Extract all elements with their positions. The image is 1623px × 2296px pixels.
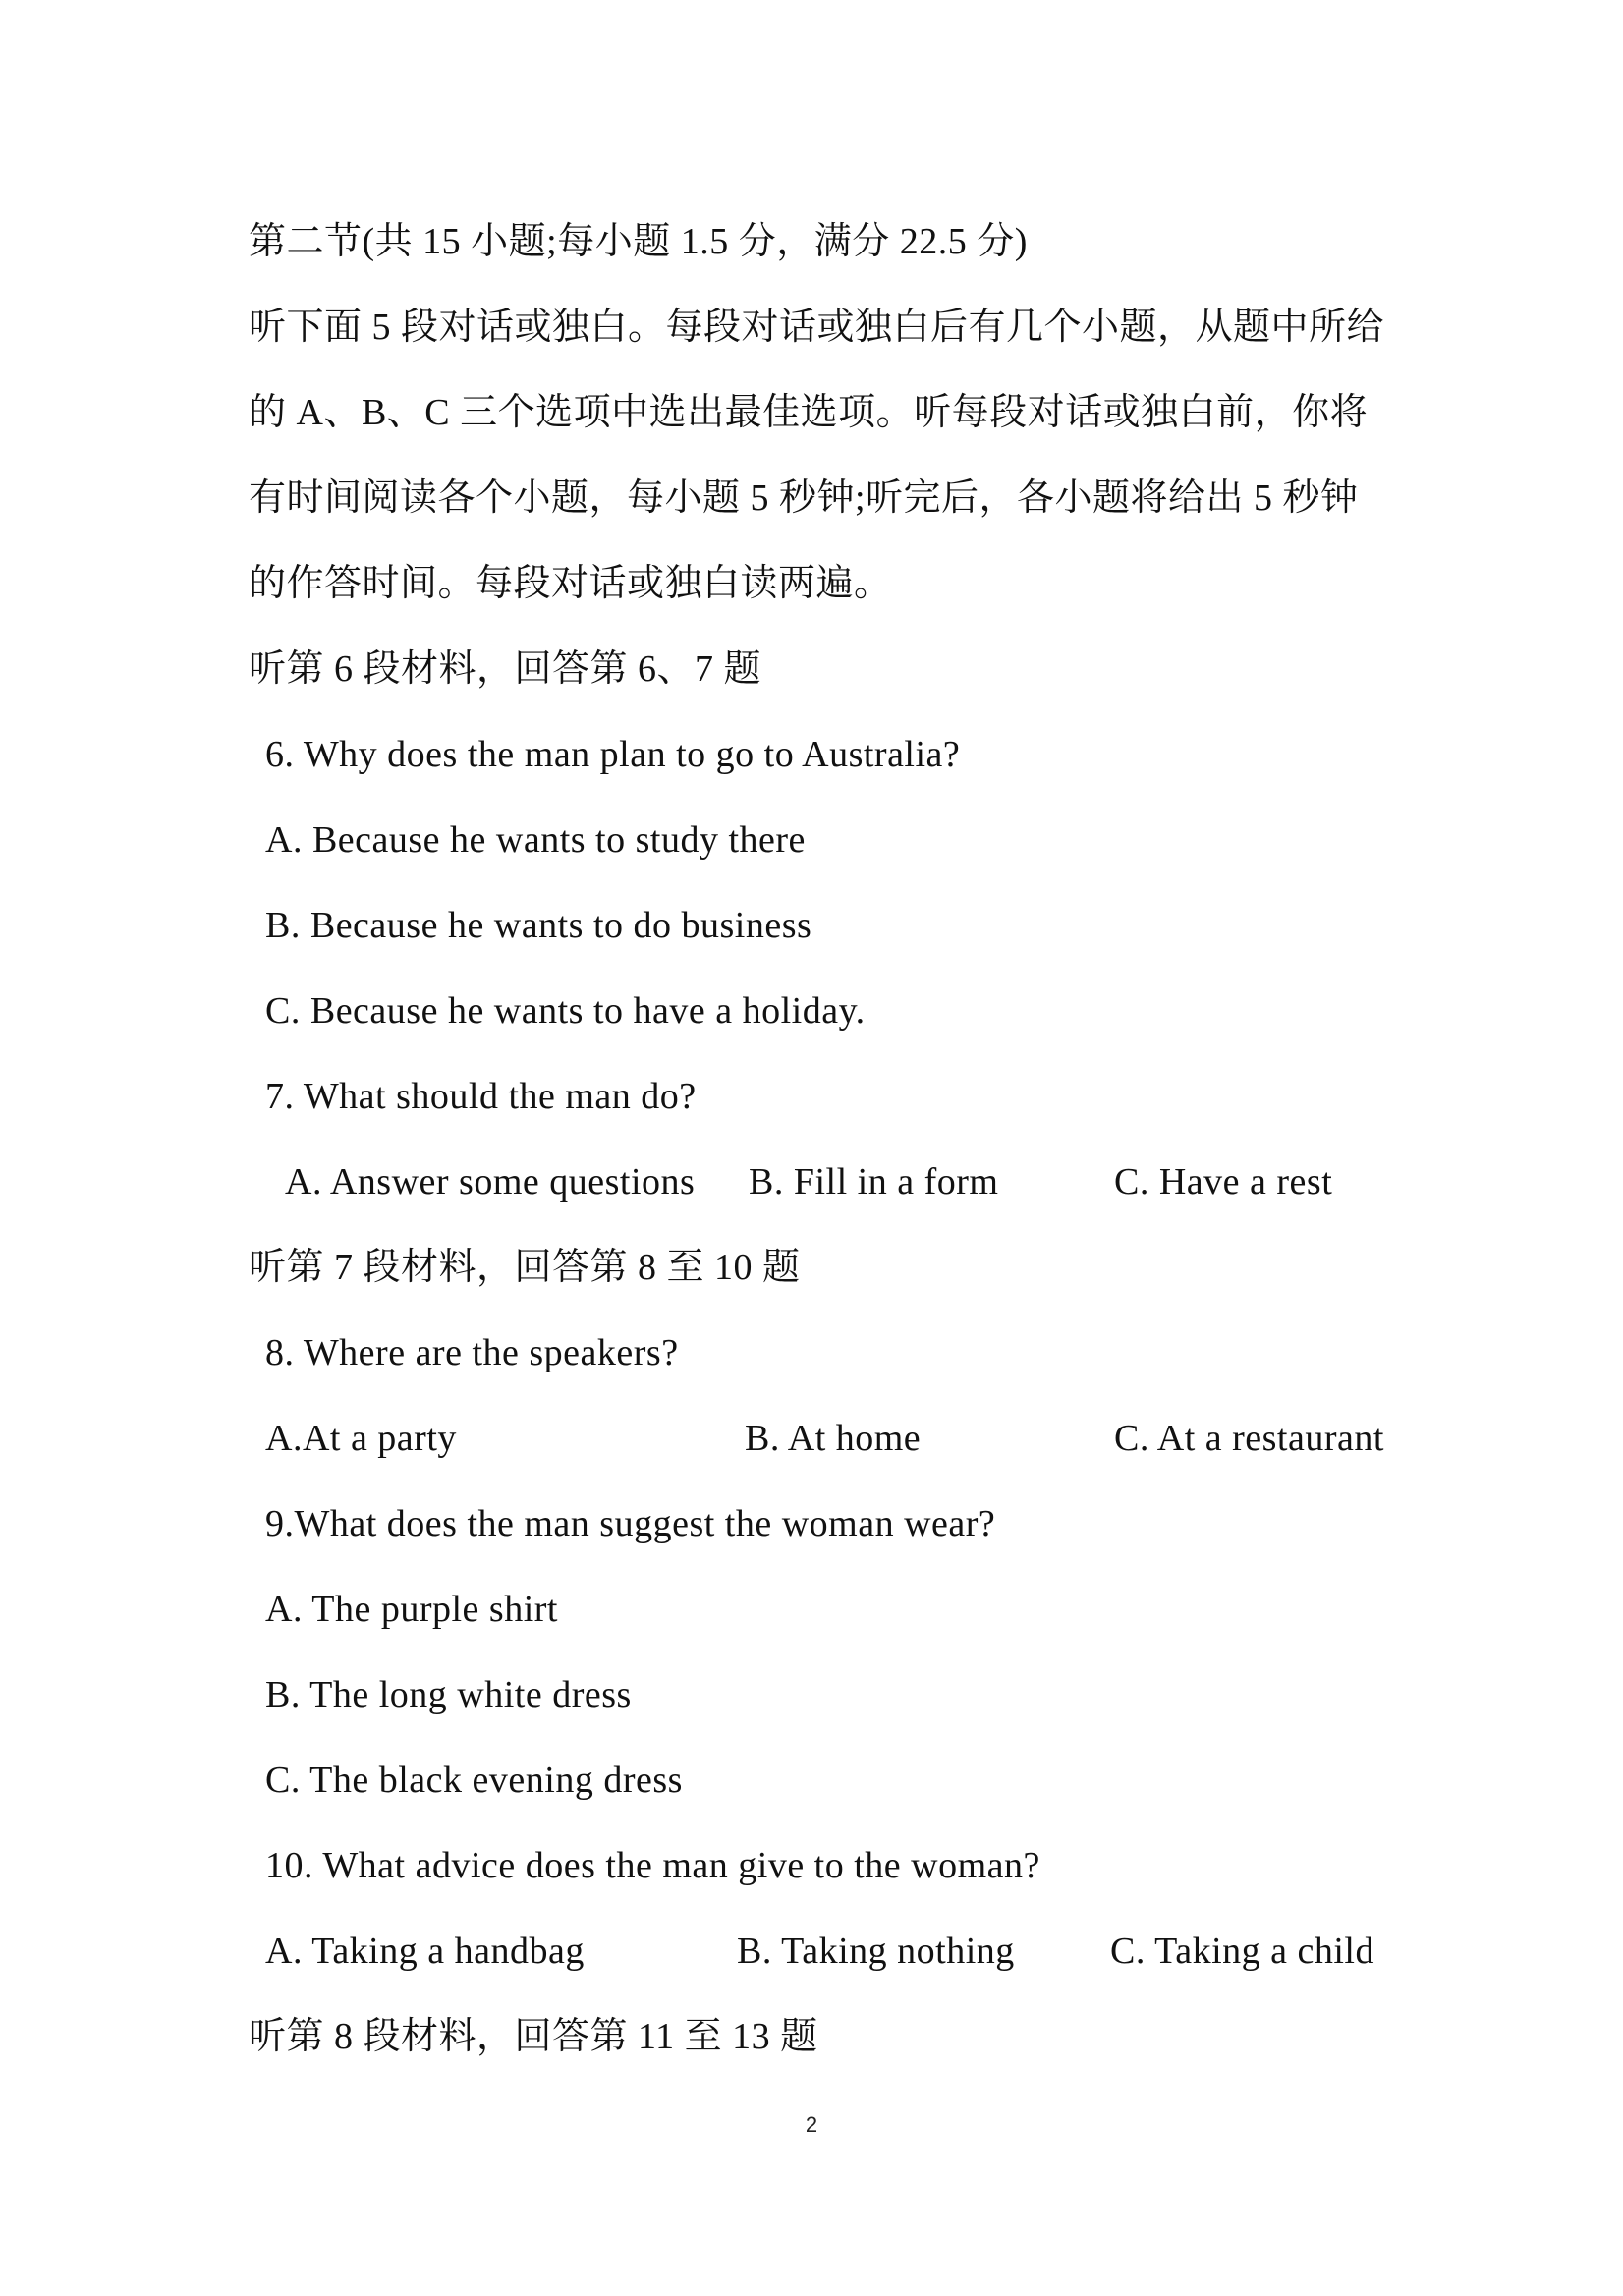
section-title: 第二节(共 15 小题;每小题 1.5 分，满分 22.5 分): [249, 221, 1028, 262]
question-9-option-b: B. The long white dress: [265, 1674, 632, 1715]
question-10-option-a: A. Taking a handbag: [265, 1931, 585, 1972]
question-8-option-c: C. At a restaurant: [1114, 1418, 1384, 1459]
instruction-line-4: 的作答时间。每段对话或独白读两遍。: [249, 563, 892, 604]
page-number: 2: [805, 2112, 818, 2137]
question-8-option-b: B. At home: [745, 1418, 922, 1459]
question-8-option-a: A.At a party: [265, 1418, 457, 1459]
question-9-stem: 9.What does the man suggest the woman wear?: [265, 1503, 996, 1544]
question-10-stem: 10. What advice does the man give to the woman?: [265, 1845, 1040, 1886]
instruction-line-2: 的 A、B、C 三个选项中选出最佳选项。听每段对话或独白前，你将: [249, 392, 1369, 433]
material-7-header: 听第 7 段材料，回答第 8 至 10 题: [249, 1247, 801, 1288]
question-8-stem: 8. Where are the speakers?: [265, 1332, 679, 1373]
question-7-option-c: C. Have a rest: [1114, 1161, 1333, 1203]
question-6-stem: 6. Why does the man plan to go to Australia?: [265, 734, 961, 775]
question-9-option-c: C. The black evening dress: [265, 1760, 683, 1801]
question-6-option-b: B. Because he wants to do business: [265, 905, 812, 946]
question-9-option-a: A. The purple shirt: [265, 1589, 558, 1630]
question-7-stem: 7. What should the man do?: [265, 1076, 697, 1117]
question-7-option-b: B. Fill in a form: [749, 1161, 999, 1203]
question-6-option-c: C. Because he wants to have a holiday.: [265, 990, 866, 1032]
instruction-line-3: 有时间阅读各个小题，每小题 5 秒钟;听完后，各小题将给出 5 秒钟: [249, 477, 1359, 519]
material-6-header: 听第 6 段材料，回答第 6、7 题: [249, 648, 762, 690]
question-10-option-c: C. Taking a child: [1110, 1931, 1374, 1972]
material-8-header: 听第 8 段材料，回答第 11 至 13 题: [249, 2016, 818, 2057]
question-7-option-a: A. Answer some questions: [285, 1161, 696, 1203]
instruction-line-1: 听下面 5 段对话或独白。每段对话或独白后有几个小题，从题中所给: [249, 307, 1385, 348]
question-6-option-a: A. Because he wants to study there: [265, 819, 806, 861]
question-10-option-b: B. Taking nothing: [737, 1931, 1015, 1972]
